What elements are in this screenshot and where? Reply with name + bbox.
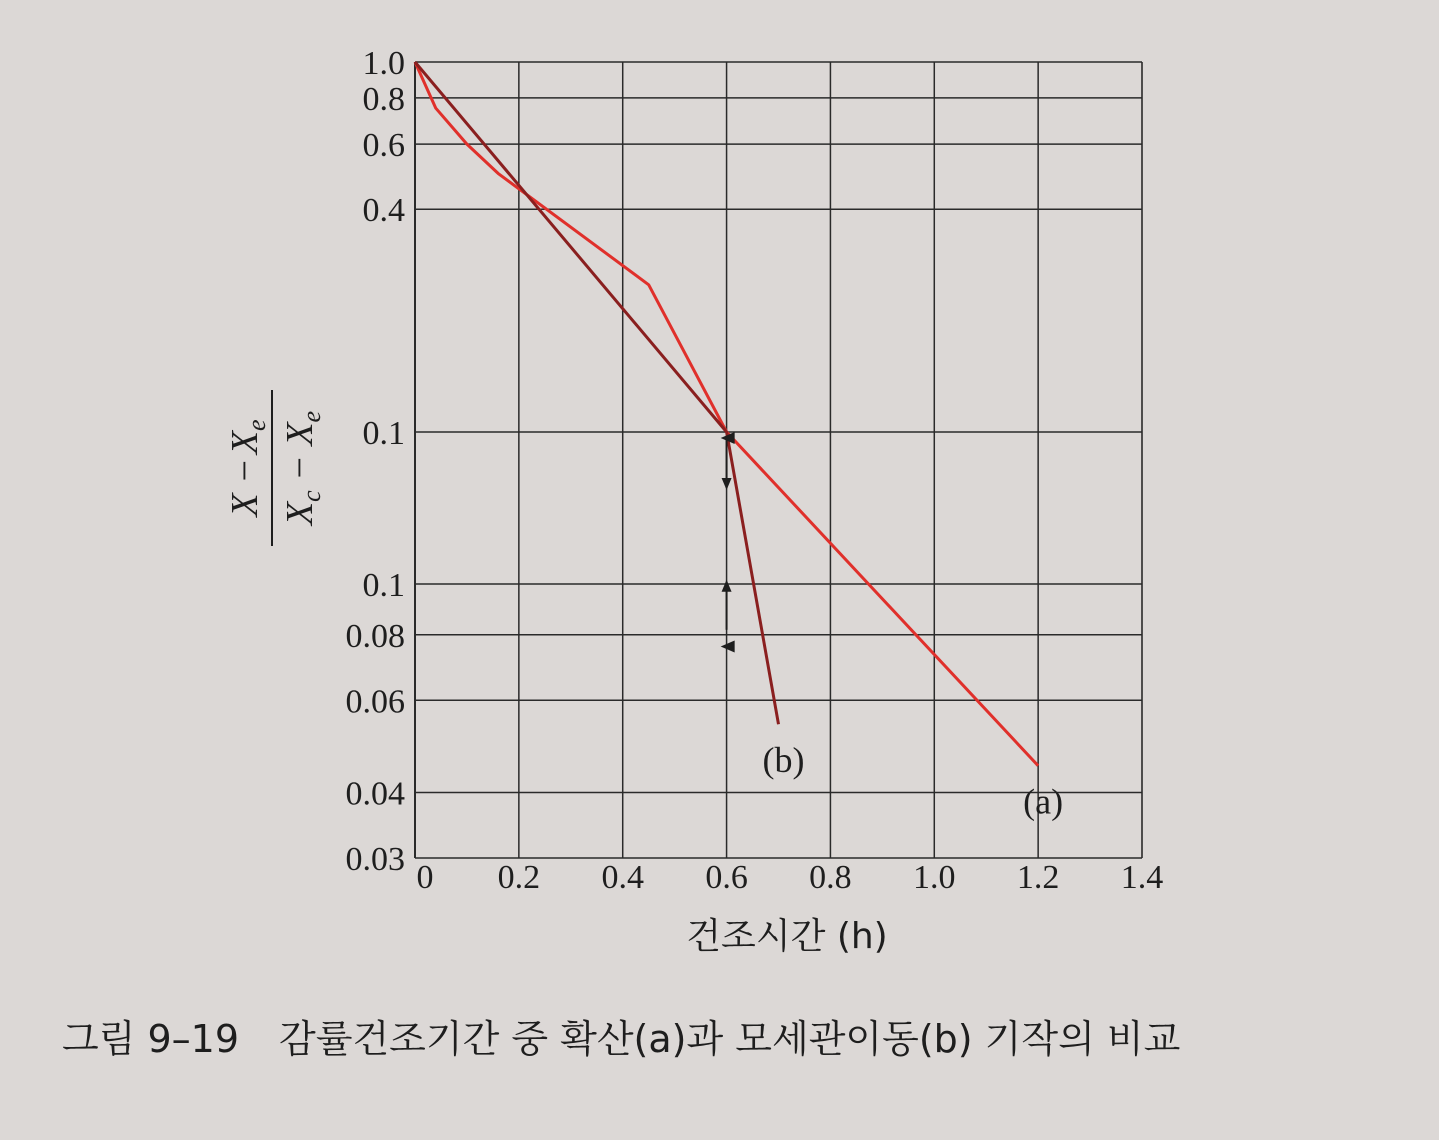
tick-labels	[346, 45, 1164, 896]
y-lower-tick-label: 0.04	[345, 775, 405, 813]
x-tick-label: 0	[416, 859, 434, 896]
x-tick-label: 0.8	[809, 859, 852, 896]
y-axis-label	[224, 390, 326, 546]
y-num-main: X −	[224, 458, 266, 517]
series-label: (a)	[1023, 781, 1064, 822]
grid	[415, 62, 1142, 858]
series-line	[415, 62, 779, 724]
y-lower-tick-label: 0.06	[345, 683, 405, 721]
y-upper-tick-label: 0.6	[362, 127, 405, 165]
x-tick-label: 1.2	[1016, 859, 1060, 896]
series	[415, 62, 1063, 822]
x-tick-label: 1.0	[913, 859, 956, 896]
x-tick-label: 0.4	[601, 859, 644, 896]
y-lower-tick-label: 0.1	[362, 567, 405, 604]
y-upper-tick-label: 0.1	[362, 415, 405, 452]
x-tick-label: 0.2	[497, 859, 541, 896]
y-lower-tick-label: 0.03	[345, 841, 405, 878]
y-den-var2: X	[279, 422, 321, 446]
y-upper-tick-label: 0.4	[362, 192, 405, 230]
caption-number: 그림 9–19	[62, 1017, 240, 1061]
y-den-var1: X	[279, 501, 321, 526]
y-den-op: −	[279, 445, 321, 491]
y-axis-label-denominator	[279, 411, 326, 527]
y-axis-label-numerator	[224, 419, 271, 518]
arrowhead-up	[722, 580, 732, 592]
x-axis-label: 건조시간 (h)	[686, 916, 888, 957]
y-den-sub2: e	[297, 410, 326, 423]
y-upper-tick-label: 1.0	[362, 45, 405, 82]
y-upper-tick-label: 0.8	[362, 80, 405, 118]
arrowhead-down	[722, 478, 732, 490]
y-num-var: X	[224, 430, 266, 455]
figure-caption	[62, 1008, 1180, 1063]
x-tick-label: 1.4	[1120, 859, 1164, 896]
arrowhead-left	[721, 641, 735, 653]
y-lower-tick-label: 0.08	[345, 617, 405, 655]
x-tick-label: 0.6	[705, 859, 748, 896]
y-den-sub1: c	[297, 490, 326, 502]
y-num-sub: e	[242, 419, 271, 431]
series-label: (b)	[762, 740, 805, 781]
caption-text: 감률건조기간 중 확산(a)과 모세관이동(b) 기작의 비교	[279, 1017, 1181, 1061]
